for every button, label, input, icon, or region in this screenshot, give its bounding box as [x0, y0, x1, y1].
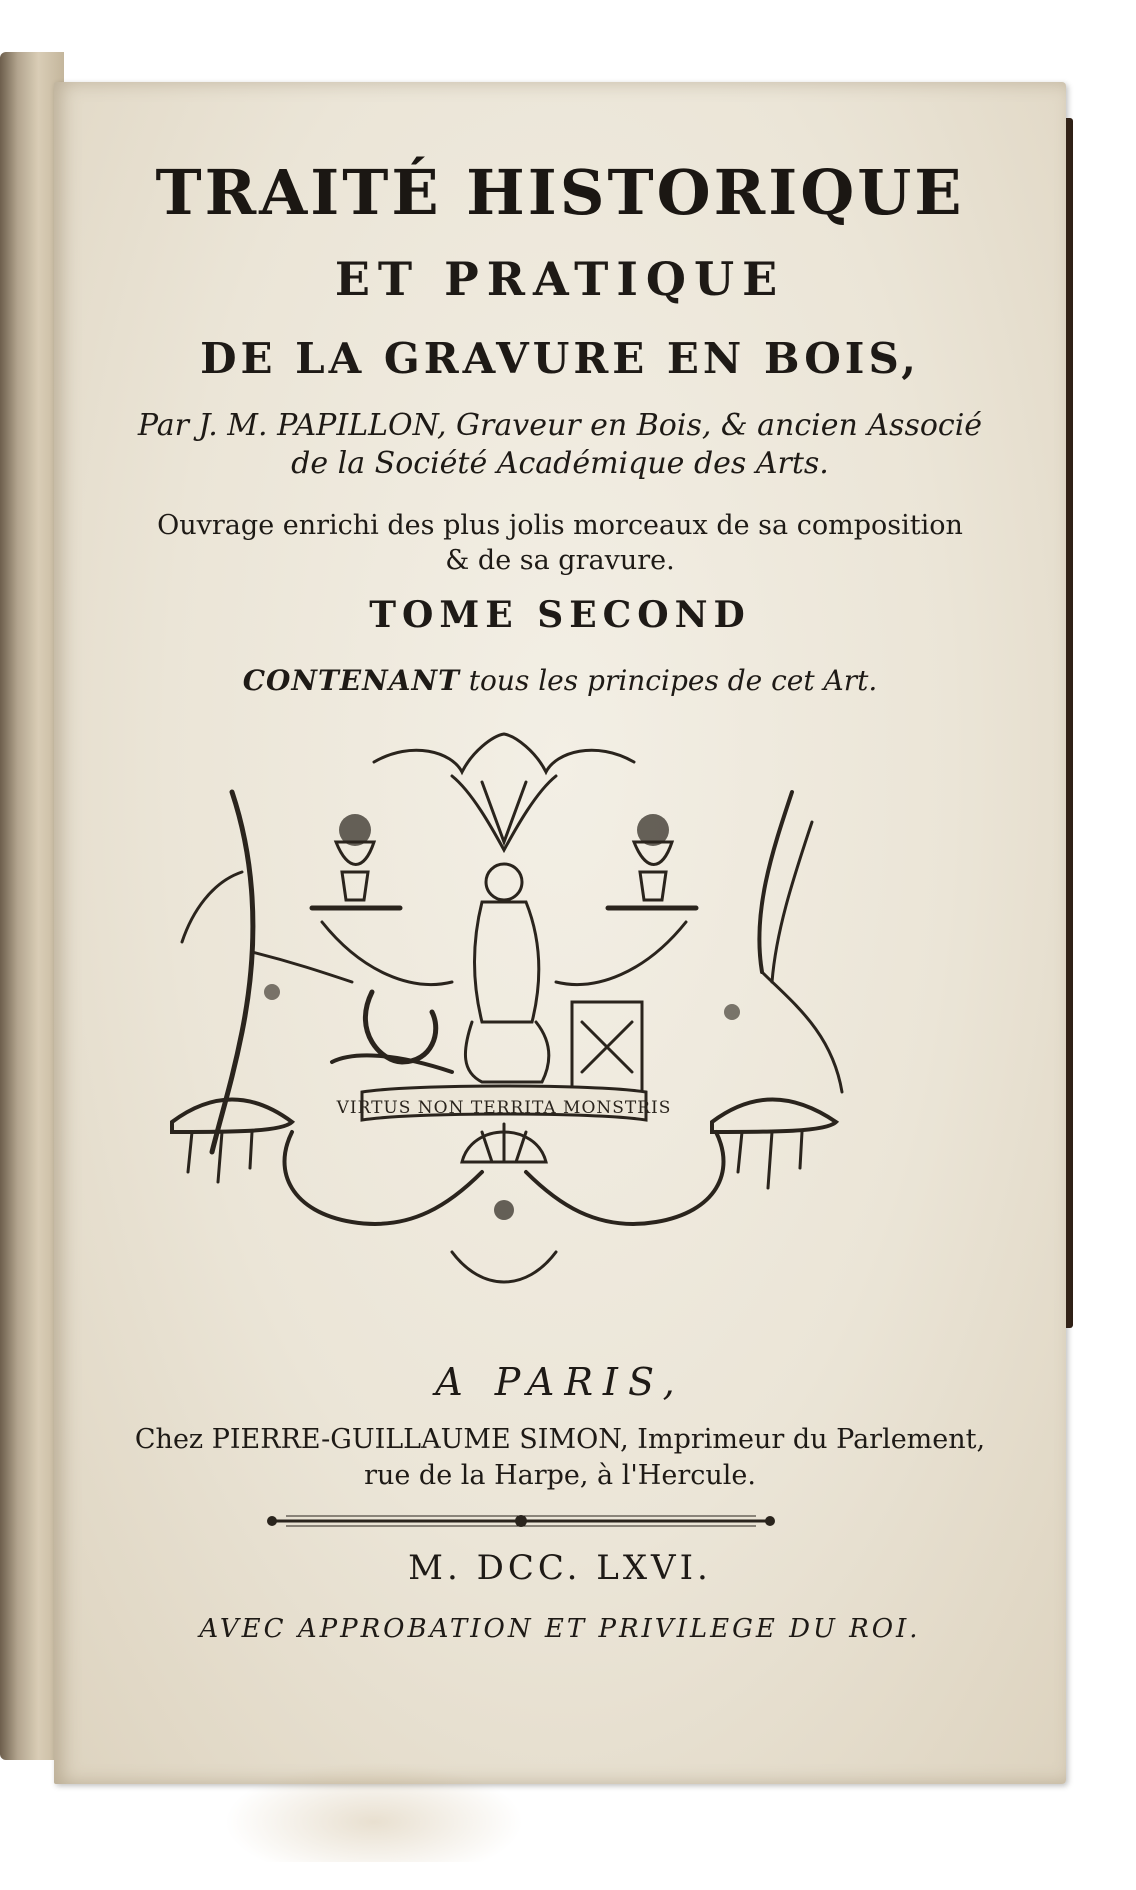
description-line-1: Ouvrage enrichi des plus jolis morceaux de sa composition	[157, 510, 963, 541]
author-line-2: de la Société Académique des Arts.	[291, 446, 829, 481]
contents-rest: tous les principes de cet Art.	[459, 664, 878, 697]
title-line-3: DE LA GRAVURE EN BOIS,	[200, 334, 920, 383]
description-line-2: & de sa gravure.	[445, 545, 675, 576]
imprint-year: M. DCC. LXVI.	[408, 1548, 712, 1588]
title-line-2: ET PRATIQUE	[334, 252, 786, 306]
title-line-1: TRAITÉ HISTORIQUE	[155, 156, 965, 229]
volume-label: TOME SECOND	[369, 594, 751, 636]
page-stain	[224, 1762, 524, 1862]
contents-lead: CONTENANT	[242, 664, 460, 697]
author-line-1: Par J. M. PAPILLON, Graveur en Bois, & ancien Associé	[137, 408, 983, 443]
publisher-line-2: rue de la Harpe, à l'Hercule.	[364, 1460, 756, 1491]
woodcut-ornament	[152, 732, 856, 1338]
woodcut-motto: VIRTUS NON TERRITA MONSTRIS	[336, 1098, 672, 1118]
decorative-rule	[266, 1512, 776, 1530]
publisher-line-1: Chez PIERRE-GUILLAUME SIMON, Imprimeur du Parlement,	[134, 1424, 986, 1455]
royal-privilege: AVEC APPROBATION ET PRIVILEGE DU ROI.	[199, 1614, 921, 1644]
imprint-city: A PARIS,	[435, 1360, 685, 1404]
contents-line	[104, 664, 1016, 697]
